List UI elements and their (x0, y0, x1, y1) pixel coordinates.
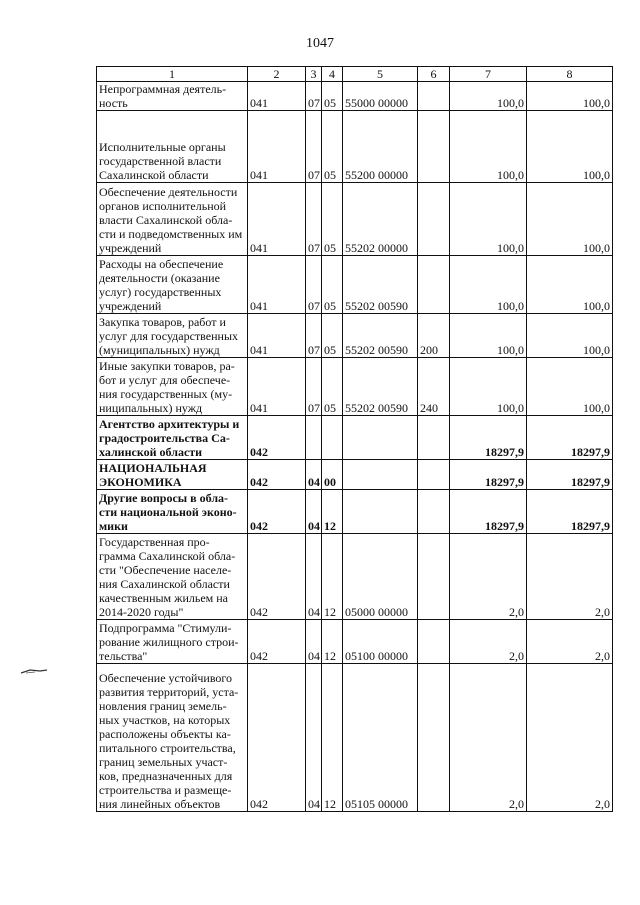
table-row (97, 358, 613, 416)
row-name: Иные закупки товаров, ра-бот и услуг для обеспече-ния государственных (му-ниципальных) нужд (97, 358, 248, 416)
ved-code: 042 (248, 460, 306, 490)
amount-col7: 18297,9 (450, 416, 527, 460)
subsection-code: 05 (322, 256, 343, 314)
ved-code: 041 (248, 358, 306, 416)
expense-type: 200 (418, 314, 450, 358)
amount-col7: 100,0 (450, 314, 527, 358)
section-code: 07 (306, 256, 322, 314)
amount-col7: 100,0 (450, 256, 527, 314)
amount-col8: 18297,9 (527, 490, 613, 534)
row-name: Подпрограмма "Стимули-рование жилищного строи-тельства" (97, 620, 248, 664)
column-header: 1 (97, 67, 248, 82)
amount-col8: 2,0 (527, 664, 613, 812)
target-article: 55000 00000 (343, 82, 418, 111)
target-article (343, 490, 418, 534)
page-number: 1047 (306, 36, 334, 51)
expense-type: 240 (418, 358, 450, 416)
subsection-code (322, 416, 343, 460)
target-article: 55200 00000 (343, 111, 418, 183)
target-article: 55202 00000 (343, 183, 418, 256)
column-header: 7 (450, 67, 527, 82)
table-row (97, 534, 613, 620)
ved-code: 042 (248, 664, 306, 812)
amount-col7: 100,0 (450, 111, 527, 183)
target-article (343, 460, 418, 490)
ved-code: 041 (248, 111, 306, 183)
section-code: 07 (306, 183, 322, 256)
expense-type (418, 416, 450, 460)
section-code: 04 (306, 620, 322, 664)
scan-artifact-mark (20, 668, 48, 675)
ved-code: 042 (248, 620, 306, 664)
column-number-row (97, 67, 613, 82)
section-code: 04 (306, 534, 322, 620)
subsection-code: 05 (322, 111, 343, 183)
ved-code: 041 (248, 314, 306, 358)
section-code: 07 (306, 314, 322, 358)
subsection-code: 12 (322, 534, 343, 620)
amount-col7: 100,0 (450, 358, 527, 416)
target-article: 55202 00590 (343, 256, 418, 314)
budget-table (96, 66, 613, 812)
target-article: 55202 00590 (343, 314, 418, 358)
row-name: Обеспечение устойчивого развития территорий, уста-новления границ земель-ных участков, на которых расположены объекты ка-питального строительства, границ земельных участ-ков, предназначенных для строительства и размеще-ния линейных объектов (97, 664, 248, 812)
subsection-code: 12 (322, 490, 343, 534)
row-name: Непрограммная деятель-ность (97, 82, 248, 111)
column-header: 3 (306, 67, 322, 82)
expense-type (418, 111, 450, 183)
table-row (97, 664, 613, 812)
amount-col8: 2,0 (527, 620, 613, 664)
target-article: 05105 00000 (343, 664, 418, 812)
ved-code: 042 (248, 490, 306, 534)
ved-code: 041 (248, 183, 306, 256)
target-article (343, 416, 418, 460)
table-row (97, 416, 613, 460)
column-header: 2 (248, 67, 306, 82)
row-name: НАЦИОНАЛЬНАЯ ЭКОНОМИКА (97, 460, 248, 490)
subsection-code: 05 (322, 314, 343, 358)
column-header: 4 (322, 67, 343, 82)
row-name: Агентство архитектуры и градостроительства Са-халинской области (97, 416, 248, 460)
amount-col7: 2,0 (450, 664, 527, 812)
ved-code: 042 (248, 534, 306, 620)
amount-col8: 2,0 (527, 534, 613, 620)
table-row (97, 620, 613, 664)
section-code: 04 (306, 664, 322, 812)
amount-col8: 100,0 (527, 183, 613, 256)
column-header: 6 (418, 67, 450, 82)
amount-col8: 100,0 (527, 111, 613, 183)
amount-col7: 18297,9 (450, 460, 527, 490)
subsection-code: 12 (322, 664, 343, 812)
row-name: Обеспечение деятельности органов исполнительной власти Сахалинской обла-сти и подведомственных им учреждений (97, 183, 248, 256)
table-row (97, 490, 613, 534)
row-name: Государственная про-грамма Сахалинской обла-сти "Обеспечение населе-ния Сахалинской области качественным жильем на 2014-2020 годы" (97, 534, 248, 620)
table-row (97, 183, 613, 256)
ved-code: 041 (248, 82, 306, 111)
ved-code: 041 (248, 256, 306, 314)
column-header: 8 (527, 67, 613, 82)
amount-col7: 100,0 (450, 183, 527, 256)
subsection-code: 05 (322, 183, 343, 256)
target-article: 05000 00000 (343, 534, 418, 620)
subsection-code: 12 (322, 620, 343, 664)
table-row (97, 256, 613, 314)
table-row (97, 82, 613, 111)
amount-col7: 100,0 (450, 82, 527, 111)
section-code: 04 (306, 490, 322, 534)
column-header: 5 (343, 67, 418, 82)
amount-col8: 100,0 (527, 314, 613, 358)
expense-type (418, 183, 450, 256)
amount-col7: 2,0 (450, 534, 527, 620)
target-article: 55202 00590 (343, 358, 418, 416)
row-name: Другие вопросы в обла-сти национальной эконо-мики (97, 490, 248, 534)
subsection-code: 05 (322, 358, 343, 416)
expense-type (418, 256, 450, 314)
section-code (306, 416, 322, 460)
expense-type (418, 460, 450, 490)
expense-type (418, 664, 450, 812)
ved-code: 042 (248, 416, 306, 460)
section-code: 07 (306, 111, 322, 183)
section-code: 07 (306, 82, 322, 111)
amount-col7: 18297,9 (450, 490, 527, 534)
expense-type (418, 534, 450, 620)
amount-col8: 100,0 (527, 82, 613, 111)
amount-col8: 18297,9 (527, 460, 613, 490)
subsection-code: 00 (322, 460, 343, 490)
table-row (97, 111, 613, 183)
target-article: 05100 00000 (343, 620, 418, 664)
amount-col8: 18297,9 (527, 416, 613, 460)
subsection-code: 05 (322, 82, 343, 111)
amount-col8: 100,0 (527, 358, 613, 416)
section-code: 04 (306, 460, 322, 490)
amount-col8: 100,0 (527, 256, 613, 314)
table-row (97, 460, 613, 490)
expense-type (418, 490, 450, 534)
section-code: 07 (306, 358, 322, 416)
table-row (97, 314, 613, 358)
row-name: Закупка товаров, работ и услуг для государственных (муниципальных) нужд (97, 314, 248, 358)
amount-col7: 2,0 (450, 620, 527, 664)
row-name: Исполнительные органы государственной власти Сахалинской области (97, 111, 248, 183)
row-name: Расходы на обеспечение деятельности (оказание услуг) государственных учреждений (97, 256, 248, 314)
expense-type (418, 82, 450, 111)
expense-type (418, 620, 450, 664)
